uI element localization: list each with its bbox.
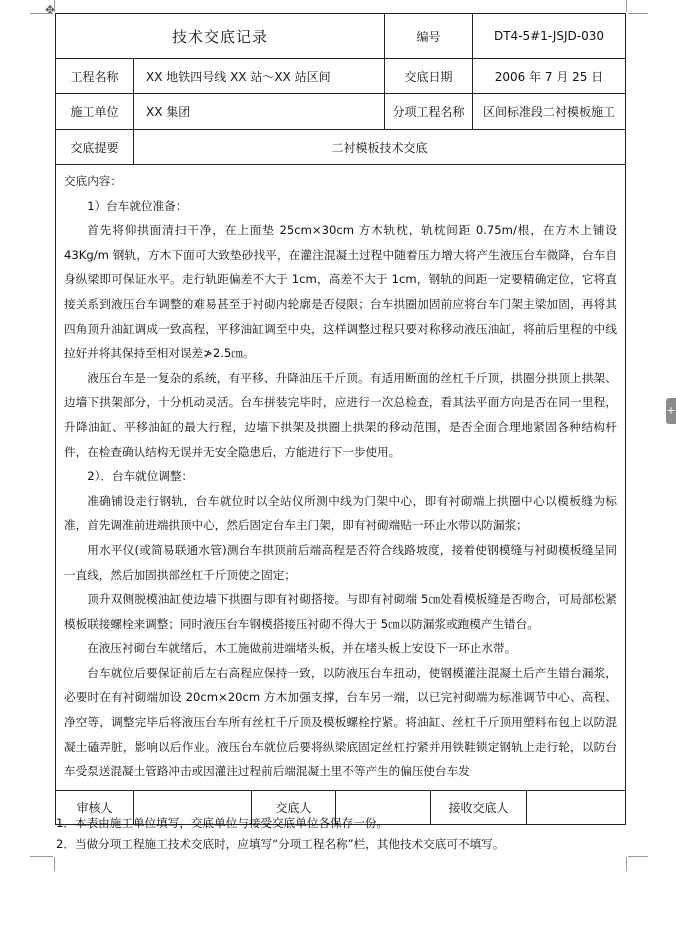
project-label: 工程名称 xyxy=(56,59,134,93)
crop-mark xyxy=(628,13,648,14)
subproject-label: 分项工程名称 xyxy=(385,94,473,129)
side-expand-icon[interactable]: + xyxy=(666,398,676,424)
content-row xyxy=(56,165,625,791)
project-value[interactable]: XX 地铁四号线 XX 站～XX 站区间 xyxy=(134,59,385,93)
form-title: 技术交底记录 xyxy=(56,14,385,58)
crop-mark xyxy=(30,13,53,14)
footnote: 2．当做分项工程施工技术交底时，应填写“分项工程名称”栏，其他技术交底可不填写。 xyxy=(56,837,505,851)
header-row xyxy=(56,14,625,59)
content-paragraph: 用水平仪(或简易联通水管)测台车拱顶前后端高程是否符合线路坡度，接着使钢模缝与衬砌模板缝呈同一直线，然后加固拱部丝杠千斤顶使之固定； xyxy=(64,542,617,582)
crop-mark xyxy=(628,856,648,857)
content-paragraph: 在液压衬砌台车就绪后，木工施做前进端堵头板，并在堵头板上安设下一环止水带。 xyxy=(87,641,517,656)
crop-mark xyxy=(626,857,627,871)
receiver-label: 接收交底人 xyxy=(431,791,527,824)
technical-briefing-form xyxy=(55,13,626,825)
summary-label: 交底提要 xyxy=(56,130,134,164)
content-paragraph: 液压台车是一复杂的系统，有平移、升降油压千斤顶。有适用断面的丝杠千斤顶，拱圈分拱顶上拱架、边墙下拱架部分，十分机动灵活。台车拼装完毕时，应进行一次总检查，看其法平面方向是否在同一里程，升降油缸、平移油缸的最大行程，边墙下拱架及拱圈上拱架的移动范围，是否全面合理地紧固各种结构杆件，在检查确认结构无误并无安全隐患后，方能进行下一步使用。 xyxy=(64,370,617,459)
crop-mark xyxy=(626,0,627,12)
unit-value[interactable]: XX 集团 xyxy=(134,94,385,129)
unit-row xyxy=(56,94,625,130)
briefing-content[interactable] xyxy=(56,165,625,788)
content-paragraph: 1）台车就位准备： xyxy=(87,198,188,213)
crop-mark xyxy=(54,0,55,12)
content-paragraph: 顶升双侧脱模油缸使边墙下拱圈与即有衬砌搭接。与即有衬砌端 5㎝处看模板缝是否吻合，可局部松紧模板联接螺栓来调整；同时液压台车钢模搭接压衬砌不得大于 5㎝以防漏浆或跑模产生错台。 xyxy=(64,592,617,631)
date-label: 交底日期 xyxy=(385,59,473,93)
crop-mark xyxy=(54,857,55,871)
content-heading: 交底内容： xyxy=(64,174,122,188)
summary-row xyxy=(56,130,625,165)
footnote: 1．本表由施工单位填写，交底单位与接受交底单位各保存一份。 xyxy=(56,816,389,830)
table-move-handle-icon[interactable]: ✥ xyxy=(44,3,56,17)
number-label: 编号 xyxy=(385,14,473,58)
content-paragraph: 准确铺设走行钢轨，台车就位时以全站仪所测中线为门架中心，即有衬砌端上拱圈中心以模板缝为标准，首先调准前进端拱顶中心，然后固定台车主门架，即有衬砌端贴一环止水带以防漏浆； xyxy=(64,493,617,533)
content-paragraph: 台车就位后要保证前后左右高程应保持一致，以防液压台车扭动，使钢模灌注混凝土后产生错台漏浆，必要时在有衬砌端加设 20cm×20cm 方木加强支撑，台车另一端，以已完衬砌端为标准调节中心、高程、净空等，调整完毕后将液压台车所有丝杠千斤顶及模板螺栓拧紧。将油缸、丝杠千斤顶用塑料布包上以防混凝土磕弄脏，影响以后作业。液压台车就位后要将纵梁底固定丝杠拧紧并用铁鞋锁定钢轨上走行轮，以防台车受泵送混凝土管路冲击或因灌注过程前后端混凝土里不等产生的偏压使台车发 xyxy=(64,665,617,779)
footnotes xyxy=(56,813,504,855)
presenter-label: 交底人 xyxy=(252,791,336,824)
unit-label: 施工单位 xyxy=(56,94,134,129)
project-row xyxy=(56,59,625,94)
summary-value[interactable]: 二衬模板技术交底 xyxy=(331,140,428,155)
number-value[interactable]: DT4-5#1-JSJD-030 xyxy=(493,29,605,43)
crop-mark xyxy=(30,856,53,857)
date-value[interactable]: 2006 年 7 月 25 日 xyxy=(494,69,604,84)
content-paragraph: 首先将仰拱面清扫干净，在上面垫 25cm×30cm 方木轨枕，轨枕间距 0.75m/根，在方木上铺设 43Kg/m 钢轨，方木下面可大致垫砂找平，在灌注混凝土过程中随着压力增大将产生液压台车微降，台车自身纵梁即可保证水平。走行轨距偏差不大于 1cm，高差不大于 1cm，钢轨的间距一定要精确定位，它将直接关系到液压台车调整的难易甚至于衬砌内轮廓是否侵限；台车拱圈加固前应将台车门架主梁加固，再将其四角顶升油缸调成一致高程，平移油缸调至中央，这样调整过程只要对称移动液压油缸，将前后里程的中线拉好并将其保持至相对误差≯2.5㎝。 xyxy=(64,223,617,361)
reviewer-label: 审核人 xyxy=(56,791,134,824)
content-paragraph: 2）．台车就位调整： xyxy=(87,469,194,484)
receiver-field[interactable] xyxy=(527,791,625,824)
subproject-value[interactable]: 区间标准段二衬模板施工 xyxy=(482,105,615,119)
